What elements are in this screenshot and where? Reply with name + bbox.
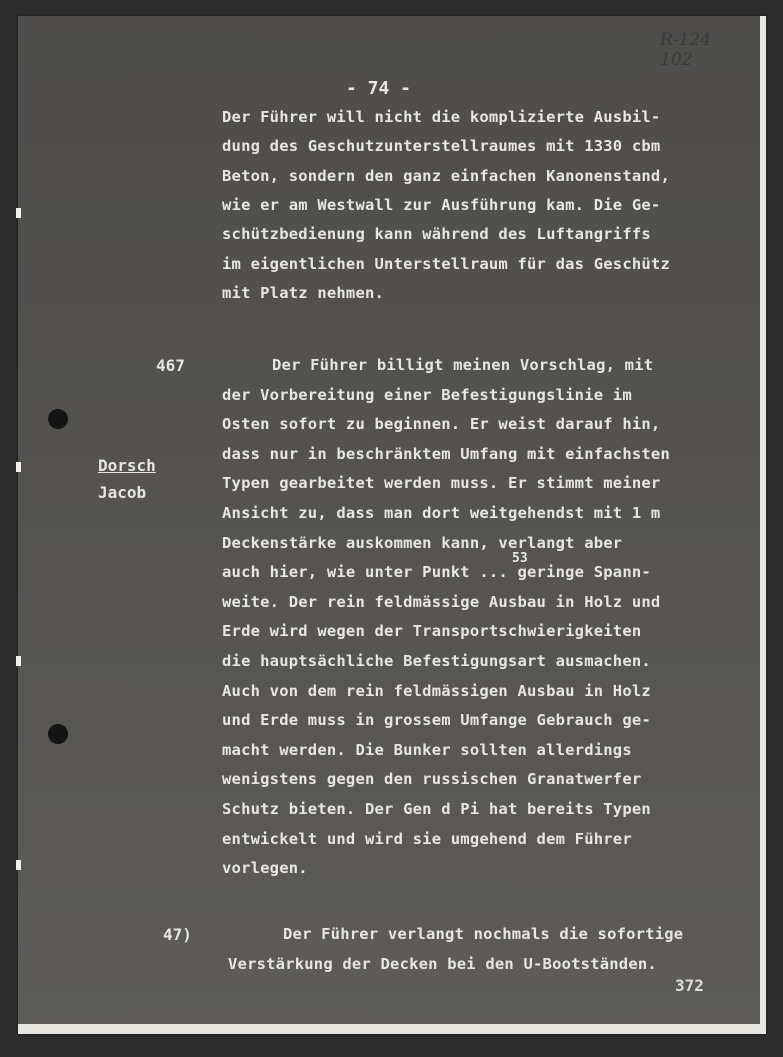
text-line: weite. Der rein feldmässige Ausbau in Holz und — [222, 592, 661, 611]
text-line: macht werden. Die Bunker sollten allerdings — [222, 740, 632, 759]
text-line: Osten sofort zu beginnen. Er weist darauf hin, — [222, 415, 661, 434]
paragraph-2-number: 467 — [156, 356, 185, 375]
text-line: Auch von dem rein feldmässigen Ausbau in Holz — [222, 681, 651, 700]
text-line: die hauptsächliche Befestigungsart ausmachen. — [222, 652, 651, 670]
name-jacob: Jacob — [98, 483, 147, 502]
text-line: entwickelt und wird sie umgehend dem Führer — [222, 829, 632, 848]
paragraph-3-number: 47) — [163, 925, 192, 944]
text-line: Der Führer billigt meinen Vorschlag, mit — [272, 356, 654, 374]
text-line: schützbedienung kann während des Luftangriffs — [222, 225, 651, 244]
responsible-names — [98, 452, 156, 506]
text-line: dung des Geschutzunterstellraumes mit 1330 cbm — [222, 137, 661, 156]
text-line: dass nur in beschränktem Umfang mit einfachsten — [222, 444, 670, 463]
text-line: im eigentlichen Unterstellraum für das Geschütz — [222, 254, 670, 273]
margin-notch — [16, 208, 21, 218]
text-line: wie er am Westwall zur Ausführung kam. Die Ge- — [222, 195, 661, 214]
text-line: vorlegen. — [222, 859, 308, 878]
text-line: Beton, sondern den ganz einfachen Kanonenstand, — [222, 166, 670, 185]
text-line: der Vorbereitung einer Befestigungslinie im — [222, 385, 632, 404]
page-number: - 74 - — [346, 78, 412, 99]
punch-hole — [48, 409, 68, 429]
text-line: Der Führer will nicht die komplizierte Ausbil- — [222, 108, 661, 126]
margin-notch — [16, 860, 21, 870]
footnote-reference: 53 — [512, 551, 528, 566]
text-line: Verstärkung der Decken bei den U-Bootständen. — [228, 954, 657, 973]
text-line: mit Platz nehmen. — [222, 283, 385, 302]
margin-notch — [16, 462, 21, 472]
text-line: Der Führer verlangt nochmals die sofortige — [283, 925, 684, 943]
text-line: auch hier, wie unter Punkt ... geringe Spann- — [222, 563, 651, 582]
text-line: und Erde muss in grossem Umfange Gebrauch ge- — [222, 711, 651, 730]
archive-mark: R-124 102 — [660, 30, 711, 70]
text-line: Ansicht zu, dass man dort weitgehendst mit 1 m — [222, 504, 661, 522]
text-line: Typen gearbeitet werden muss. Er stimmt meiner — [222, 474, 661, 493]
margin-notch — [16, 656, 21, 666]
text-line: wenigstens gegen den russischen Granatwerfer — [222, 770, 642, 789]
punch-hole — [48, 724, 68, 744]
text-line: Schutz bieten. Der Gen d Pi hat bereits Typen — [222, 800, 651, 818]
stamp-number: 372 — [675, 976, 704, 995]
text-line: Erde wird wegen der Transportschwierigkeiten — [222, 622, 642, 641]
text-line: Deckenstärke auskommen kann, verlangt aber — [222, 533, 623, 552]
name-dorsch: Dorsch — [98, 456, 156, 475]
